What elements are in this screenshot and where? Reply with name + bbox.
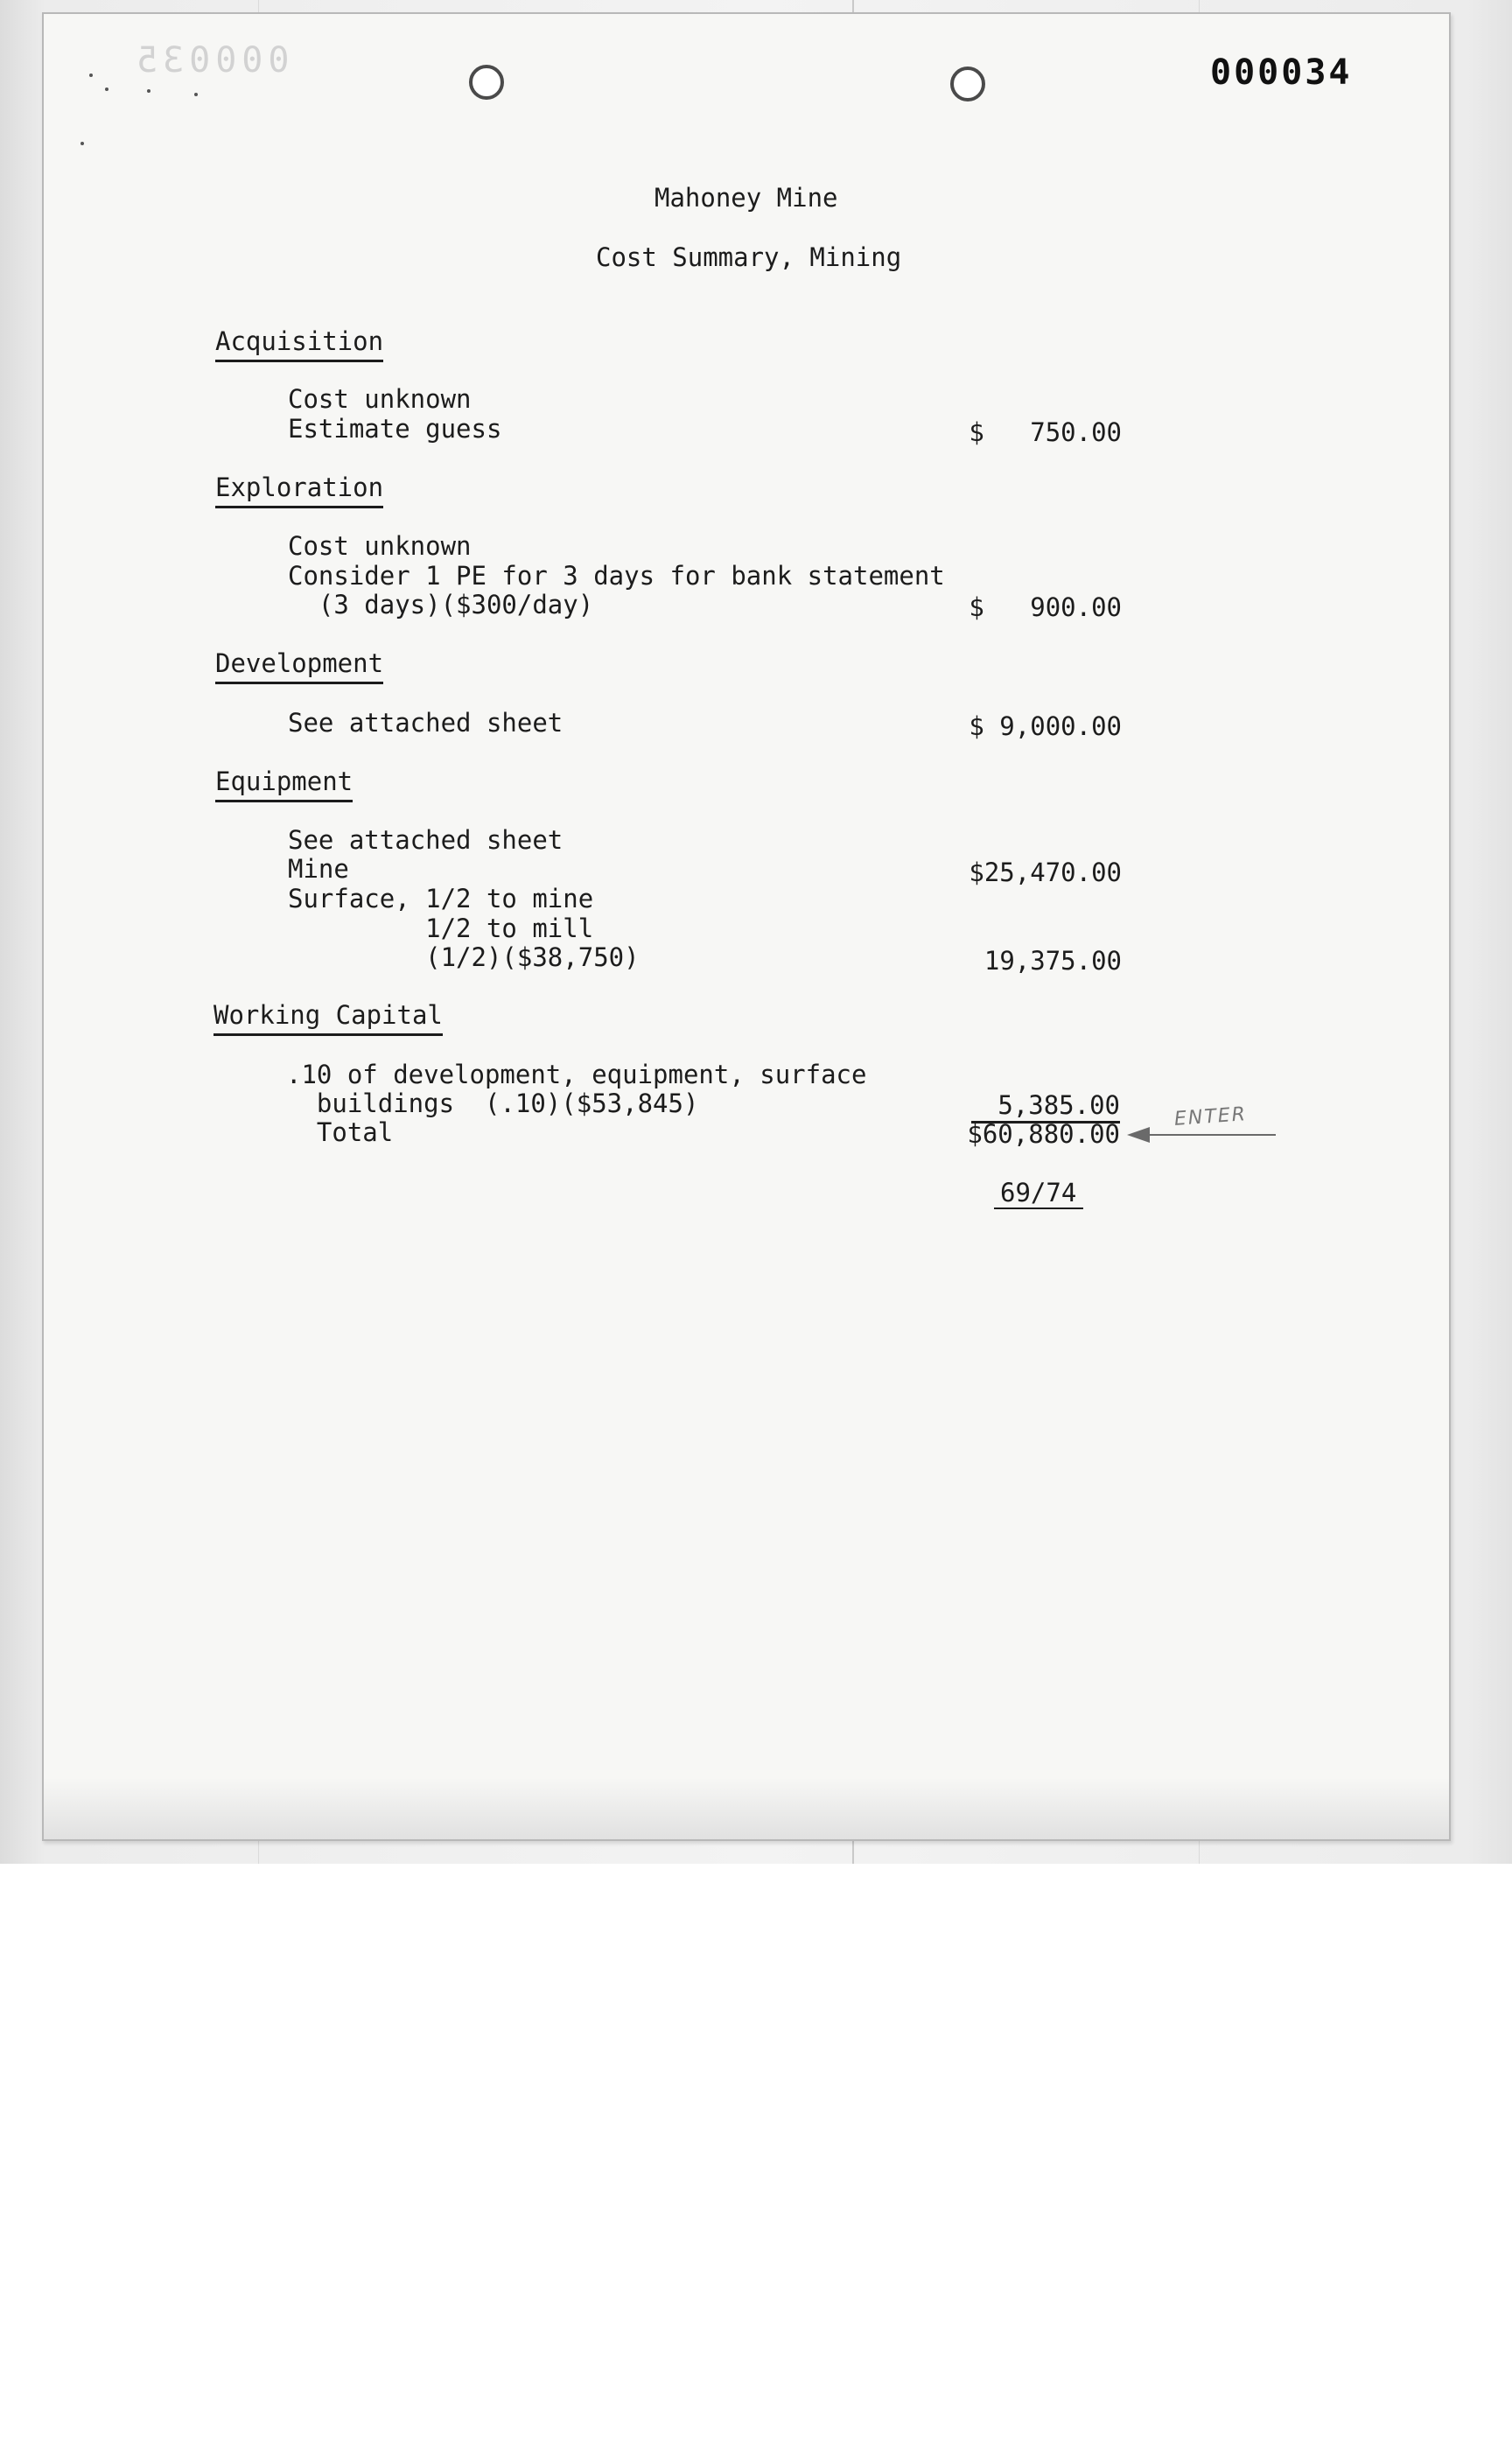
scan-speck [89,74,93,77]
equipment-line: 1/2 to mill [288,914,594,943]
sheet-shadow-band [44,1778,1449,1839]
section-heading-exploration: Exploration [215,475,383,508]
exploration-line: (3 days)($300/day) [288,590,594,620]
acquisition-amount: $ 750.00 [969,417,1122,447]
document-title: Mahoney Mine [654,183,838,213]
grand-total-amount: $60,880.00 [967,1119,1120,1149]
document-sheet [42,12,1451,1841]
working-capital-line: .10 of development, equipment, surface [286,1060,867,1089]
scan-speck [80,142,84,145]
section-heading-acquisition: Acquisition [215,329,383,362]
working-capital-line: Total [286,1117,394,1147]
document-subtitle: Cost Summary, Mining [596,242,902,272]
punch-hole-left [469,65,504,100]
acquisition-line: Cost unknown [288,384,472,414]
equipment-mine-amount: $25,470.00 [969,858,1122,887]
equipment-line: Mine [288,854,349,884]
page-number: 000034 [1210,52,1353,93]
development-amount: $ 9,000.00 [969,711,1122,741]
equipment-line: (1/2)($38,750) [288,942,640,972]
equipment-surface-amount: 19,375.00 [984,946,1122,976]
working-capital-amount: 5,385.00 [998,1090,1120,1120]
scan-speck [105,88,108,91]
acquisition-line: Estimate guess [288,414,502,444]
ratio-note-underline [994,1208,1083,1209]
scan-speck [147,89,150,93]
exploration-line: Consider 1 PE for 3 days for bank statement [288,561,945,591]
scan-speck [194,93,198,96]
bleed-through-number: 000035 [131,40,290,80]
exploration-amount: $ 900.00 [969,592,1122,622]
section-heading-working-capital: Working Capital [214,1003,443,1036]
working-capital-line: buildings (.10)($53,845) [286,1088,699,1118]
ratio-note: 69/74 [1000,1178,1077,1208]
margin-note: ENTER [1173,1103,1248,1130]
development-line: See attached sheet [288,708,564,738]
arrow-line [1146,1134,1276,1136]
exploration-line: Cost unknown [288,531,472,561]
punch-hole-right [950,66,985,102]
section-heading-equipment: Equipment [215,769,353,802]
section-heading-development: Development [215,651,383,684]
equipment-line: Surface, 1/2 to mine [288,884,594,914]
equipment-line: See attached sheet [288,825,564,855]
